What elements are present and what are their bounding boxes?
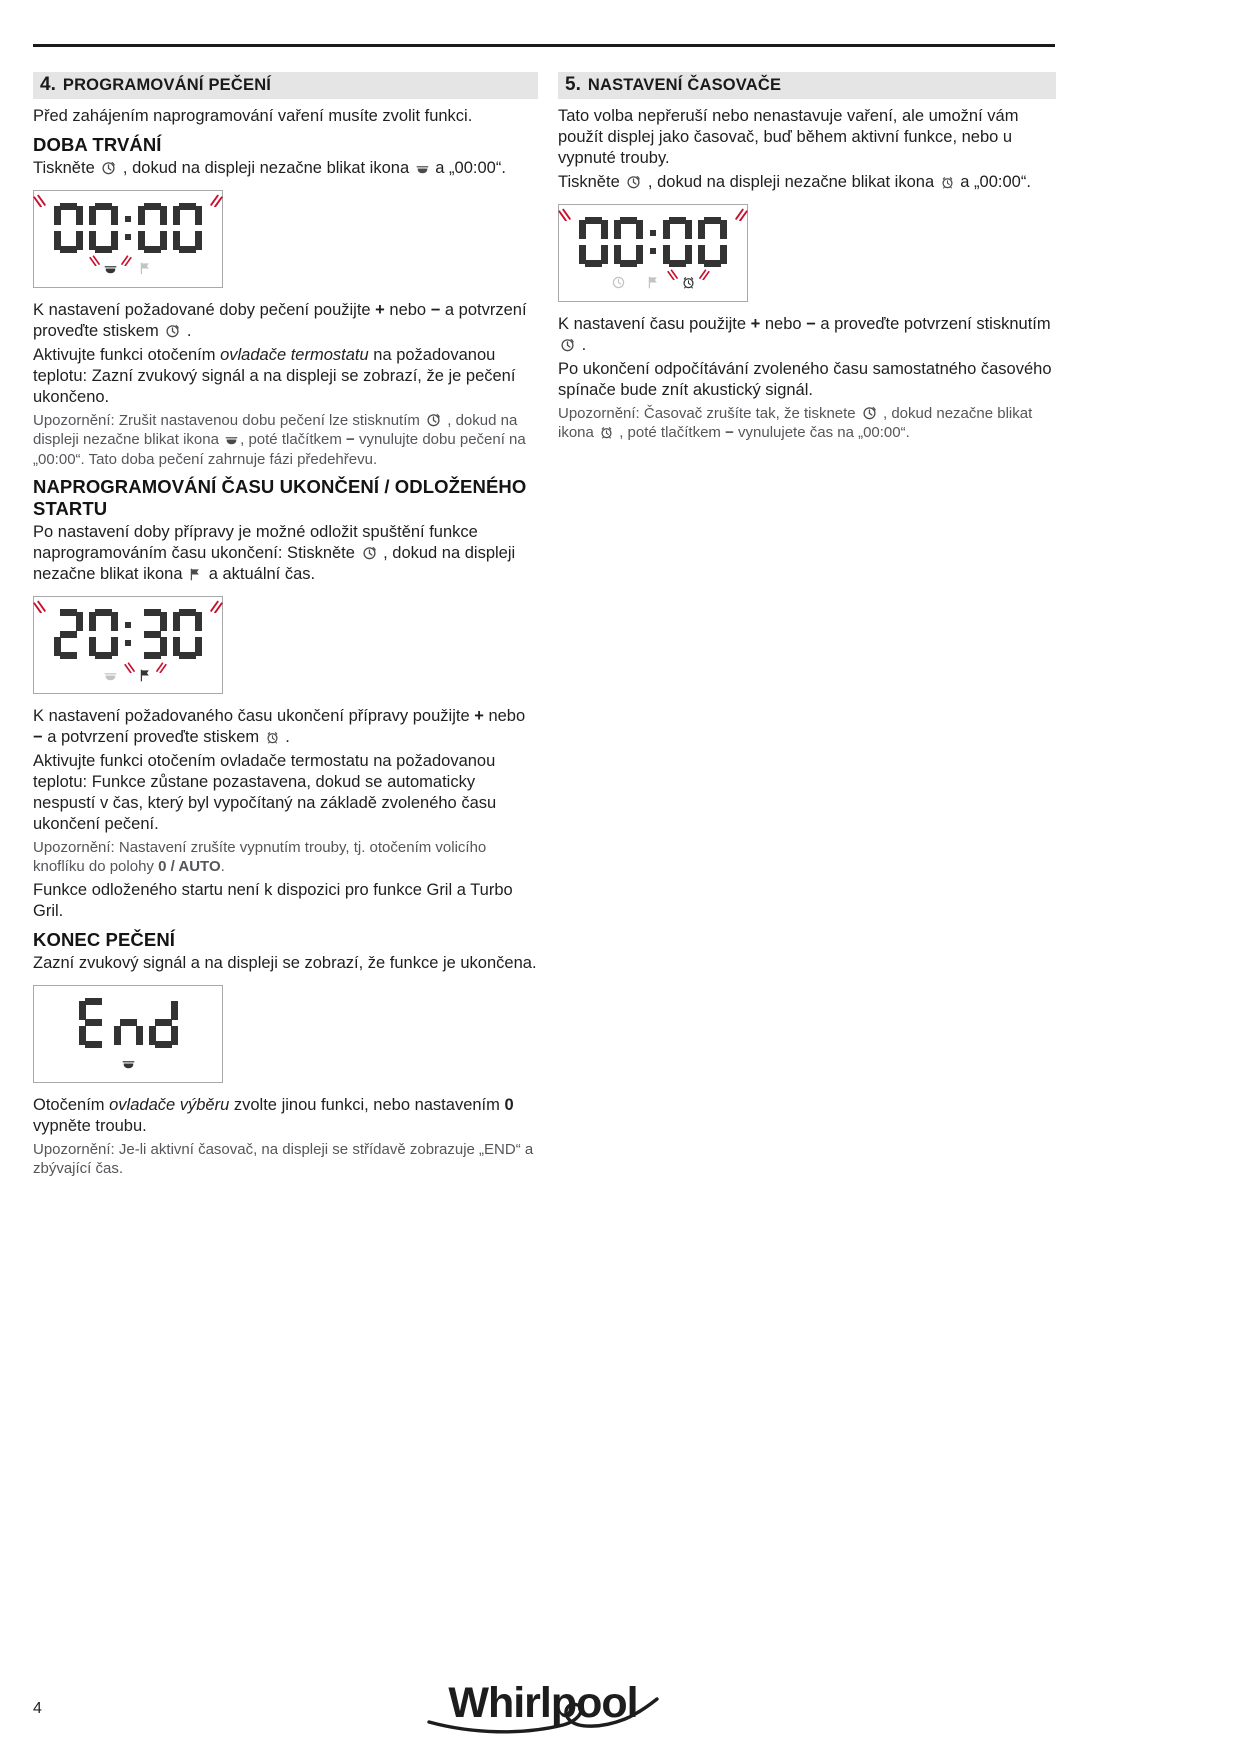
duration-icon: [415, 161, 430, 176]
blink-rays-icon: [698, 268, 710, 280]
alarm-icon: [681, 275, 696, 290]
segment-colon: [122, 203, 134, 253]
segment-digit: [173, 203, 202, 253]
right-column: [558, 72, 1056, 1182]
flag-icon: [138, 261, 153, 276]
activate-function-paragraph: Aktivujte funkci otočením ovladače termostatu na požadovanou teplotu: Zazní zvukový signál a na displeji se zobrazí, že je pečení ukončeno.: [33, 345, 516, 406]
segment-digit: [663, 217, 692, 267]
alarm-icon: [599, 425, 614, 440]
display-duration: [33, 190, 223, 288]
flag-icon: [188, 567, 203, 582]
display-digits: [76, 998, 181, 1048]
display-icons-row: [103, 260, 153, 278]
blink-rays-icon: [667, 268, 679, 280]
note-cancel-setting: Upozornění: Nastavení zrušíte vypnutím trouby, tj. otočením volicího knoflíku do polohy 0 / AUTO.: [33, 838, 487, 876]
clock-icon: [611, 275, 626, 290]
heading-doba-trvani: DOBA TRVÁNÍ: [33, 133, 162, 155]
display-end: [33, 985, 223, 1083]
top-rule: [33, 44, 1055, 47]
duration-icon: [103, 261, 118, 276]
segment-digit: [614, 217, 643, 267]
note-cancel-duration: Upozornění: Zrušit nastavenou dobu pečení lze stisknutím , dokud na displeji nezačne blikat ikona , poté tlačítkem − vynulujte dobu pečení na „00:00“. Tato doba pečení zahrnuje fázi předehřevu.: [33, 411, 526, 468]
segment-colon: [647, 217, 659, 267]
set-time-paragraph: K nastavení času použijte + nebo − a proveďte potvrzení stisknutím .: [558, 314, 1051, 354]
section-title: PROGRAMOVÁNÍ PEČENÍ: [62, 76, 272, 94]
segment-digit: [138, 609, 167, 659]
heading-end-time: NAPROGRAMOVÁNÍ ČASU UKONČENÍ / ODLOŽENÉHO STARTU: [33, 476, 527, 520]
section-header-4: [33, 72, 538, 99]
blink-rays-icon: [89, 254, 101, 266]
segment-digit: [54, 203, 83, 253]
whirlpool-logo: [428, 1679, 658, 1728]
display-icons-row: [121, 1055, 136, 1073]
clock-button-icon: [100, 159, 117, 176]
flag-icon: [646, 275, 661, 290]
segment-digit: [89, 203, 118, 253]
intro-paragraph: Před zahájením naprogramování vaření musíte zvolit funkci.: [33, 107, 473, 125]
clock-button-icon: [625, 173, 642, 190]
turn-selector-paragraph: Otočením ovladače výběru zvolte jinou funkci, nebo nastavením 0 vypněte troubu.: [33, 1095, 514, 1135]
delayed-start-limit-paragraph: Funkce odloženého startu není k dispozici pro funkce Gril a Turbo Gril.: [33, 880, 513, 920]
clock-button-icon: [559, 336, 576, 353]
display-digits: [51, 203, 205, 253]
right-column-blocks: [558, 106, 1056, 443]
display-icons-row: [103, 666, 153, 684]
countdown-paragraph: Po ukončení odpočítávání zvoleného času samostatného časového spínače bude znít akustický signál.: [558, 359, 1052, 399]
alarm-icon: [265, 730, 280, 745]
press-instruction: Tiskněte , dokud na displeji nezačne blikat ikona a „00:00“.: [33, 158, 506, 177]
duration-icon: [121, 1056, 136, 1071]
end-signal-paragraph: Zazní zvukový signál a na displeji se zobrazí, že funkce je ukončena.: [33, 953, 537, 972]
duration-icon: [103, 668, 118, 683]
blink-rays-icon: [209, 193, 223, 212]
segment-digit: [579, 217, 608, 267]
set-duration-paragraph: K nastavení požadované doby pečení použijte + nebo − a potvrzení proveďte stiskem .: [33, 300, 527, 340]
blink-rays-icon: [124, 661, 136, 673]
heading-konec-peceni: KONEC PEČENÍ: [33, 928, 176, 950]
segment-digit: [138, 203, 167, 253]
segment-digit: [79, 998, 108, 1048]
blink-rays-icon: [734, 207, 748, 226]
segment-digit: [149, 998, 178, 1048]
page-columns: [33, 72, 1056, 1182]
blink-rays-icon: [558, 207, 572, 226]
note-timer-alternate: Upozornění: Je-li aktivní časovač, na displeji se střídavě zobrazuje „END“ a zbývající čas.: [33, 1140, 534, 1178]
duration-icon: [224, 432, 239, 447]
blink-rays-icon: [33, 599, 47, 618]
segment-digit: [89, 609, 118, 659]
blink-rays-icon: [33, 193, 47, 212]
delayed-start-paragraph: Po nastavení doby přípravy je možné odložit spuštění funkce naprogramováním času ukončení: Stiskněte , dokud na displeji nezačne blikat ikona a aktuální čas.: [33, 523, 516, 584]
display-timer: [558, 204, 748, 302]
section-number: 5.: [565, 74, 581, 95]
display-end-time: [33, 596, 223, 694]
set-end-time-paragraph: K nastavení požadovaného času ukončení přípravy použijte + nebo − a potvrzení proveďte stiskem .: [33, 707, 526, 746]
section-number: 4.: [40, 74, 56, 95]
alarm-icon: [940, 175, 955, 190]
segment-digit: [698, 217, 727, 267]
clock-button-icon: [164, 322, 181, 339]
section-header-5: [558, 72, 1056, 99]
segment-digit: [173, 609, 202, 659]
note-cancel-timer: Upozornění: Časovač zrušíte tak, že tisknete , dokud nezačne blikat ikona , poté tlačítkem − vynulujete čas na „00:00“.: [558, 404, 1033, 442]
blink-rays-icon: [120, 254, 132, 266]
clock-button-icon: [425, 411, 442, 428]
left-column: [33, 72, 538, 1182]
blink-rays-icon: [209, 599, 223, 618]
intro-paragraph: Tato volba nepřeruší nebo nenastavuje vaření, ale umožní vám použít displej jako časovač, buď během aktivní funkce, nebo u vypnuté trouby.: [558, 107, 1019, 167]
display-digits: [51, 609, 205, 659]
display-digits: [576, 217, 730, 267]
blink-rays-icon: [155, 661, 167, 673]
page-number: 4: [33, 1700, 42, 1717]
activate-function-2-paragraph: Aktivujte funkci otočením ovladače termostatu na požadovanou teplotu: Funkce zůstane pozastavena, dokud se automaticky nespustí v čas, který byl vypočítaný na základě zvoleného času ukončení pečení.: [33, 751, 497, 833]
segment-digit: [54, 609, 83, 659]
clock-button-icon: [361, 544, 378, 561]
display-icons-row: [611, 274, 696, 292]
left-column-blocks: [33, 106, 538, 1179]
press-instruction: Tiskněte , dokud na displeji nezačne blikat ikona a „00:00“.: [558, 172, 1031, 191]
flag-icon: [138, 668, 153, 683]
section-title: NASTAVENÍ ČASOVAČE: [587, 76, 782, 94]
segment-digit: [114, 998, 143, 1048]
clock-button-icon: [861, 404, 878, 421]
segment-colon: [122, 609, 134, 659]
brand-wordmark: Whirlpool: [448, 1679, 638, 1727]
